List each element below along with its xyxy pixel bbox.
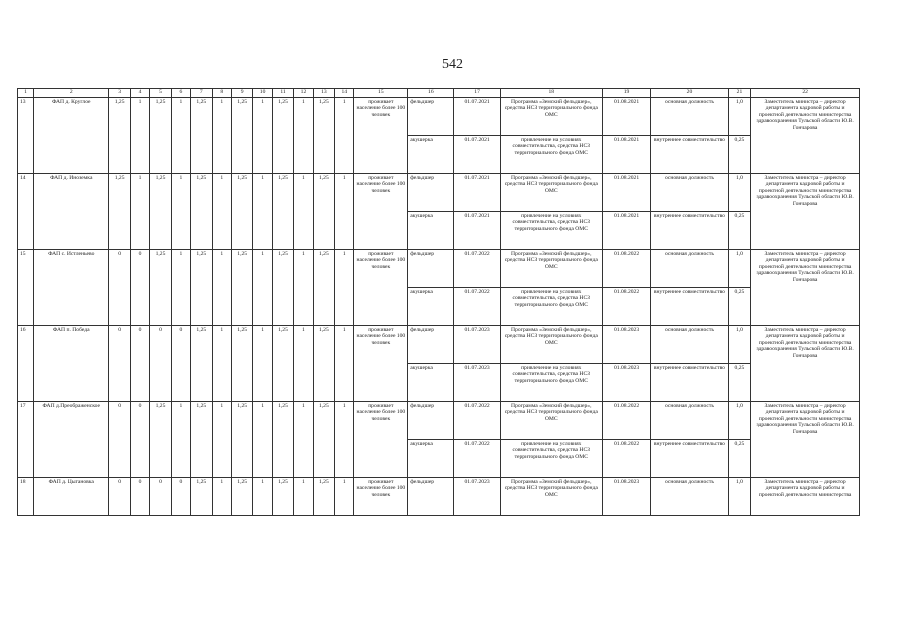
row-number: 13 xyxy=(18,98,34,174)
cell-c4: 0 xyxy=(130,250,149,326)
cell-c14: 1 xyxy=(335,478,354,516)
cell-c5: 0 xyxy=(150,478,172,516)
cell-c7: 1,25 xyxy=(191,478,213,516)
responsible-person: Заместитель министра – директор департамента кадровой работы и проектной деятельности министерства здравоохранения Тульской области Ю.В. Гончарова xyxy=(751,402,860,478)
cell-program: Программа «Земский фельдшер», средства НСЗ территориального фонда ОМС xyxy=(500,478,602,516)
cell-c4: 1 xyxy=(130,174,149,250)
cell-kind: внутреннее совместительство xyxy=(651,440,728,478)
cell-c4: 0 xyxy=(130,326,149,402)
cell-c15: проживает население более 100 человек xyxy=(354,402,408,478)
column-header: 16 xyxy=(408,89,454,98)
cell-rate: 0,25 xyxy=(728,288,751,326)
cell-kind: основная должность xyxy=(651,478,728,516)
cell-date2: 01.08.2022 xyxy=(602,440,650,478)
cell-role: акушерка xyxy=(408,136,454,174)
cell-c8: 1 xyxy=(212,98,231,174)
cell-rate: 1,0 xyxy=(728,250,751,288)
cell-c4: 0 xyxy=(130,402,149,478)
cell-rate: 1,0 xyxy=(728,326,751,364)
responsible-person: Заместитель министра – директор департамента кадровой работы и проектной деятельности министерства xyxy=(751,478,860,516)
cell-rate: 1,0 xyxy=(728,98,751,136)
column-header: 3 xyxy=(109,89,131,98)
cell-role: акушерка xyxy=(408,364,454,402)
cell-c13: 1,25 xyxy=(313,98,335,174)
cell-rate: 0,25 xyxy=(728,440,751,478)
cell-rate: 0,25 xyxy=(728,136,751,174)
cell-date: 01.07.2021 xyxy=(454,212,500,250)
cell-c12: 1 xyxy=(294,174,313,250)
column-header: 12 xyxy=(294,89,313,98)
cell-role: фельдшер xyxy=(408,250,454,288)
cell-c4: 1 xyxy=(130,98,149,174)
cell-c11: 1,25 xyxy=(272,250,294,326)
cell-date: 01.07.2023 xyxy=(454,364,500,402)
cell-program: привлечение на условиях совместительства, средства НСЗ территориального фонда ОМС xyxy=(500,288,602,326)
cell-program: Программа «Земский фельдшер», средства НСЗ территориального фонда ОМС xyxy=(500,250,602,288)
column-header: 5 xyxy=(150,89,172,98)
cell-c6: 1 xyxy=(171,98,190,174)
cell-c14: 1 xyxy=(335,250,354,326)
cell-c13: 1,25 xyxy=(313,326,335,402)
column-header: 11 xyxy=(272,89,294,98)
cell-c6: 1 xyxy=(171,250,190,326)
facility-name: ФАП п. Победа xyxy=(34,326,109,402)
column-header: 13 xyxy=(313,89,335,98)
cell-c5: 1,25 xyxy=(150,98,172,174)
cell-date2: 01.08.2023 xyxy=(602,326,650,364)
column-header: 10 xyxy=(253,89,272,98)
cell-date: 01.07.2022 xyxy=(454,440,500,478)
cell-c9: 1,25 xyxy=(231,98,253,174)
cell-c7: 1,25 xyxy=(191,326,213,402)
cell-c9: 1,25 xyxy=(231,174,253,250)
cell-c8: 1 xyxy=(212,478,231,516)
cell-c8: 1 xyxy=(212,402,231,478)
cell-c9: 1,25 xyxy=(231,250,253,326)
cell-c13: 1,25 xyxy=(313,478,335,516)
responsible-person: Заместитель министра – директор департамента кадровой работы и проектной деятельности министерства здравоохранения Тульской области Ю.В. Гончарова xyxy=(751,98,860,174)
cell-c5: 1,25 xyxy=(150,174,172,250)
cell-c6: 1 xyxy=(171,402,190,478)
cell-c15: проживает население более 100 человек xyxy=(354,174,408,250)
cell-c14: 1 xyxy=(335,326,354,402)
cell-date: 01.07.2021 xyxy=(454,174,500,212)
cell-program: Программа «Земский фельдшер», средства НСЗ территориального фонда ОМС xyxy=(500,402,602,440)
cell-c5: 0 xyxy=(150,326,172,402)
cell-kind: основная должность xyxy=(651,326,728,364)
cell-kind: основная должность xyxy=(651,174,728,212)
cell-program: привлечение на условиях совместительства, средства НСЗ территориального фонда ОМС xyxy=(500,364,602,402)
cell-program: Программа «Земский фельдшер», средства НСЗ территориального фонда ОМС xyxy=(500,98,602,136)
cell-kind: основная должность xyxy=(651,98,728,136)
cell-kind: внутреннее совместительство xyxy=(651,364,728,402)
column-header: 21 xyxy=(728,89,751,98)
row-number: 14 xyxy=(18,174,34,250)
cell-role: акушерка xyxy=(408,288,454,326)
cell-date2: 01.08.2021 xyxy=(602,136,650,174)
facility-name: ФАП д. Цыгановка xyxy=(34,478,109,516)
cell-date: 01.07.2022 xyxy=(454,250,500,288)
cell-c3: 1,25 xyxy=(109,98,131,174)
column-header: 8 xyxy=(212,89,231,98)
cell-c10: 1 xyxy=(253,326,272,402)
cell-c7: 1,25 xyxy=(191,402,213,478)
cell-c14: 1 xyxy=(335,98,354,174)
cell-c4: 0 xyxy=(130,478,149,516)
cell-c9: 1,25 xyxy=(231,402,253,478)
cell-c12: 1 xyxy=(294,326,313,402)
cell-c8: 1 xyxy=(212,174,231,250)
column-header: 14 xyxy=(335,89,354,98)
cell-c12: 1 xyxy=(294,250,313,326)
cell-kind: внутреннее совместительство xyxy=(651,136,728,174)
cell-date: 01.07.2023 xyxy=(454,478,500,516)
cell-role: фельдшер xyxy=(408,174,454,212)
cell-role: акушерка xyxy=(408,212,454,250)
row-number: 16 xyxy=(18,326,34,402)
cell-rate: 0,25 xyxy=(728,364,751,402)
cell-program: привлечение на условиях совместительства, средства НСЗ территориального фонда ОМС xyxy=(500,212,602,250)
cell-c9: 1,25 xyxy=(231,478,253,516)
cell-program: Программа «Земский фельдшер», средства НСЗ территориального фонда ОМС xyxy=(500,174,602,212)
column-header: 7 xyxy=(191,89,213,98)
page-number: 542 xyxy=(442,57,463,72)
responsible-person: Заместитель министра – директор департамента кадровой работы и проектной деятельности министерства здравоохранения Тульской области Ю.В. Гончарова xyxy=(751,250,860,326)
cell-c11: 1,25 xyxy=(272,174,294,250)
cell-date: 01.07.2023 xyxy=(454,326,500,364)
cell-program: привлечение на условиях совместительства, средства НСЗ территориального фонда ОМС xyxy=(500,440,602,478)
cell-c13: 1,25 xyxy=(313,174,335,250)
cell-date2: 01.08.2022 xyxy=(602,288,650,326)
cell-program: Программа «Земский фельдшер», средства НСЗ территориального фонда ОМС xyxy=(500,326,602,364)
column-header: 17 xyxy=(454,89,500,98)
cell-date2: 01.08.2021 xyxy=(602,98,650,136)
cell-c15: проживает население более 100 человек xyxy=(354,98,408,174)
cell-role: фельдшер xyxy=(408,98,454,136)
cell-c15: проживает население более 100 человек xyxy=(354,250,408,326)
row-number: 18 xyxy=(18,478,34,516)
column-header: 4 xyxy=(130,89,149,98)
cell-c10: 1 xyxy=(253,250,272,326)
responsible-person: Заместитель министра – директор департамента кадровой работы и проектной деятельности министерства здравоохранения Тульской области Ю.В. Гончарова xyxy=(751,174,860,250)
table-row xyxy=(18,250,860,288)
cell-role: фельдшер xyxy=(408,478,454,516)
cell-date: 01.07.2021 xyxy=(454,136,500,174)
facility-name: ФАП д. Иноземка xyxy=(34,174,109,250)
table-row xyxy=(18,174,860,212)
cell-c9: 1,25 xyxy=(231,326,253,402)
cell-c6: 0 xyxy=(171,478,190,516)
registry-table xyxy=(17,88,860,516)
cell-c7: 1,25 xyxy=(191,98,213,174)
cell-c10: 1 xyxy=(253,174,272,250)
cell-role: акушерка xyxy=(408,440,454,478)
cell-c10: 1 xyxy=(253,402,272,478)
cell-date2: 01.08.2023 xyxy=(602,364,650,402)
column-header: 19 xyxy=(602,89,650,98)
cell-kind: основная должность xyxy=(651,402,728,440)
cell-c15: проживает население более 100 человек xyxy=(354,478,408,516)
cell-date: 01.07.2022 xyxy=(454,288,500,326)
cell-date2: 01.08.2023 xyxy=(602,478,650,516)
cell-c6: 1 xyxy=(171,174,190,250)
cell-date2: 01.08.2021 xyxy=(602,212,650,250)
header-row xyxy=(18,89,860,98)
cell-c5: 1,25 xyxy=(150,250,172,326)
facility-name: ФАП д. Круглое xyxy=(34,98,109,174)
column-header: 2 xyxy=(34,89,109,98)
cell-c12: 1 xyxy=(294,402,313,478)
responsible-person: Заместитель министра – директор департамента кадровой работы и проектной деятельности министерства здравоохранения Тульской области Ю.В. Гончарова xyxy=(751,326,860,402)
row-number: 17 xyxy=(18,402,34,478)
cell-c3: 0 xyxy=(109,250,131,326)
cell-c11: 1,25 xyxy=(272,98,294,174)
facility-name: ФАП с. Истленьево xyxy=(34,250,109,326)
cell-date: 01.07.2021 xyxy=(454,98,500,136)
cell-date2: 01.08.2021 xyxy=(602,174,650,212)
cell-c5: 1,25 xyxy=(150,402,172,478)
cell-c11: 1,25 xyxy=(272,478,294,516)
column-header: 22 xyxy=(751,89,860,98)
cell-c6: 0 xyxy=(171,326,190,402)
column-header: 9 xyxy=(231,89,253,98)
cell-c12: 1 xyxy=(294,98,313,174)
facility-name: ФАП д.Преображенское xyxy=(34,402,109,478)
cell-c3: 0 xyxy=(109,326,131,402)
column-header: 20 xyxy=(651,89,728,98)
cell-c11: 1,25 xyxy=(272,402,294,478)
cell-c8: 1 xyxy=(212,326,231,402)
cell-c15: проживает население более 100 человек xyxy=(354,326,408,402)
cell-role: фельдшер xyxy=(408,402,454,440)
column-header: 1 xyxy=(18,89,34,98)
cell-rate: 1,0 xyxy=(728,174,751,212)
row-number: 15 xyxy=(18,250,34,326)
cell-c13: 1,25 xyxy=(313,250,335,326)
cell-c8: 1 xyxy=(212,250,231,326)
cell-kind: внутреннее совместительство xyxy=(651,288,728,326)
cell-c3: 0 xyxy=(109,478,131,516)
table-row xyxy=(18,478,860,516)
cell-date: 01.07.2022 xyxy=(454,402,500,440)
cell-date2: 01.08.2022 xyxy=(602,402,650,440)
cell-c13: 1,25 xyxy=(313,402,335,478)
cell-c14: 1 xyxy=(335,174,354,250)
cell-c14: 1 xyxy=(335,402,354,478)
table-row xyxy=(18,326,860,364)
cell-kind: основная должность xyxy=(651,250,728,288)
cell-kind: внутреннее совместительство xyxy=(651,212,728,250)
cell-rate: 1,0 xyxy=(728,402,751,440)
cell-role: фельдшер xyxy=(408,326,454,364)
column-header: 15 xyxy=(354,89,408,98)
cell-rate: 1,0 xyxy=(728,478,751,516)
cell-c10: 1 xyxy=(253,98,272,174)
cell-date2: 01.08.2022 xyxy=(602,250,650,288)
column-header: 6 xyxy=(171,89,190,98)
column-header: 18 xyxy=(500,89,602,98)
table-row xyxy=(18,98,860,136)
cell-c10: 1 xyxy=(253,478,272,516)
cell-c3: 0 xyxy=(109,402,131,478)
cell-c12: 1 xyxy=(294,478,313,516)
cell-rate: 0,25 xyxy=(728,212,751,250)
cell-c3: 1,25 xyxy=(109,174,131,250)
cell-c11: 1,25 xyxy=(272,326,294,402)
cell-program: привлечение на условиях совместительства, средства НСЗ территориального фонда ОМС xyxy=(500,136,602,174)
table-row xyxy=(18,402,860,440)
cell-c7: 1,25 xyxy=(191,174,213,250)
cell-c7: 1,25 xyxy=(191,250,213,326)
